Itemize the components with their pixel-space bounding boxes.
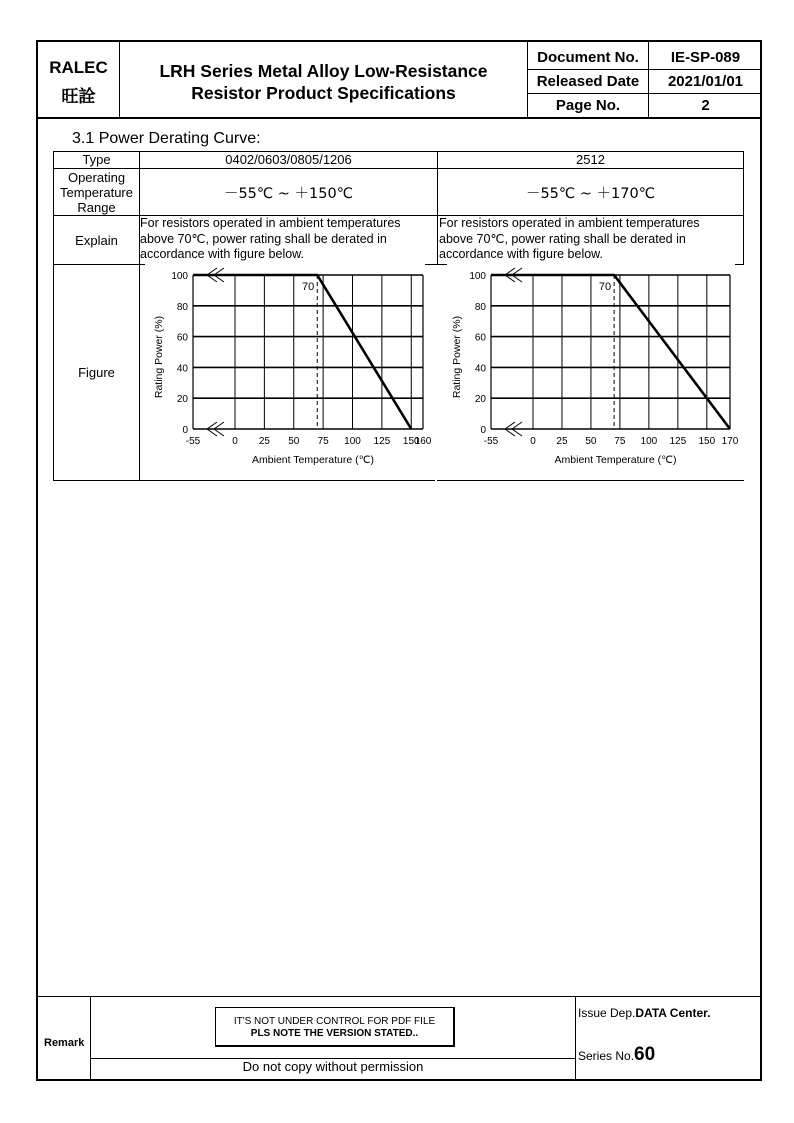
x-tick-label: 125 xyxy=(373,436,391,447)
x-tick-label: 170 xyxy=(721,436,739,447)
x-tick-label: 25 xyxy=(258,436,270,447)
y-tick-label: 100 xyxy=(469,271,486,282)
row-label-explain: Explain xyxy=(75,232,118,248)
x-tick-label: 25 xyxy=(556,436,568,447)
x-tick-label: 0 xyxy=(530,436,536,447)
x-tick-label: -55 xyxy=(185,436,201,447)
row-label-figure: Figure xyxy=(78,365,115,380)
x-axis-title: Ambient Temperature (℃) xyxy=(554,454,677,466)
x-tick-label: 100 xyxy=(344,436,361,447)
company-logo-text: RALEC xyxy=(49,58,108,77)
x-tick-label: 75 xyxy=(614,436,626,447)
y-tick-label: 20 xyxy=(176,394,188,406)
marker-label-70: 70 xyxy=(302,281,315,293)
row-label-operating-range: Operating Temperature Range xyxy=(60,169,133,215)
remark-label: Remark xyxy=(44,1037,85,1049)
y-tick-label: 60 xyxy=(474,332,486,344)
document-no-value: IE-SP-089 xyxy=(670,49,741,66)
temp-range-small: －55℃ ~ ＋150℃ xyxy=(223,185,354,202)
footer-top-rule xyxy=(36,996,762,997)
pdf-notice-box xyxy=(215,1007,455,1047)
derating-chart-2512 xyxy=(438,265,743,479)
page-no-value: 2 xyxy=(701,97,710,114)
derating-series-line xyxy=(193,275,411,429)
marker-label-70: 70 xyxy=(598,281,612,293)
derating-chart-small xyxy=(140,265,436,479)
copy-notice: Do not copy without permission xyxy=(242,1059,424,1074)
type-value-small: 0402/0603/0805/1206 xyxy=(225,152,352,167)
y-axis-title: Rating Power (%) xyxy=(451,315,463,399)
y-tick-label: 40 xyxy=(176,363,188,375)
issue-dept: Issue Dep.DATA Center. xyxy=(578,1006,711,1020)
x-tick-label: 150 xyxy=(698,436,716,447)
x-axis-title: Ambient Temperature (℃) xyxy=(252,454,374,466)
header-row-rule-1 xyxy=(527,69,762,70)
document-no-label: Document No. xyxy=(537,49,639,66)
pdf-notice-line1: IT'S NOT UNDER CONTROL FOR PDF FILE xyxy=(233,1016,436,1027)
released-date-value: 2021/01/01 xyxy=(667,73,744,90)
y-tick-label: 80 xyxy=(474,301,486,313)
x-tick-label: 75 xyxy=(317,436,329,447)
x-tick-label: 160 xyxy=(414,436,432,447)
temp-range-2512: －55℃ ~ ＋170℃ xyxy=(525,185,656,202)
y-tick-label: 40 xyxy=(474,363,486,375)
y-tick-label: 100 xyxy=(171,271,188,282)
explain-text-2512: For resistors operated in ambient temperatures above 70℃, power rating shall be derated in accordance with figure below. xyxy=(439,216,700,261)
released-date-label: Released Date xyxy=(536,73,640,90)
x-tick-label: 50 xyxy=(585,436,597,447)
x-tick-label: 125 xyxy=(669,436,687,447)
header-bottom-rule xyxy=(36,117,762,119)
explain-text-small: For resistors operated in ambient temperatures above 70℃, power rating shall be derated in accordance with figure below. xyxy=(140,216,401,261)
page-no-label: Page No. xyxy=(555,97,621,114)
row-label-type: Type xyxy=(82,152,111,167)
x-tick-label: -55 xyxy=(483,436,499,447)
y-tick-label: 60 xyxy=(176,332,188,344)
y-tick-label: 0 xyxy=(182,425,188,436)
x-tick-label: 100 xyxy=(640,436,658,447)
footer-divider-2 xyxy=(575,996,576,1080)
x-tick-label: 150 xyxy=(402,436,420,447)
type-value-2512: 2512 xyxy=(576,152,605,167)
doc-title-line1: LRH Series Metal Alloy Low-Resistance xyxy=(159,61,488,81)
y-axis-title: Rating Power (%) xyxy=(153,315,165,399)
header-row-rule-2 xyxy=(527,93,762,94)
section-heading: 3.1 Power Derating Curve: xyxy=(72,130,261,147)
x-tick-label: 0 xyxy=(232,436,238,447)
x-tick-label: 50 xyxy=(288,436,300,447)
company-logo-cn: 旺詮 xyxy=(61,87,96,107)
derating-series-line xyxy=(491,275,730,429)
doc-title-line2: Resistor Product Specifications xyxy=(191,83,456,103)
y-tick-label: 80 xyxy=(176,301,188,313)
y-tick-label: 20 xyxy=(474,394,486,406)
series-no: Series No.60 xyxy=(578,1044,656,1065)
y-tick-label: 0 xyxy=(480,425,486,436)
pdf-notice-line2: PLS NOTE THE VERSION STATED.. xyxy=(250,1028,419,1039)
